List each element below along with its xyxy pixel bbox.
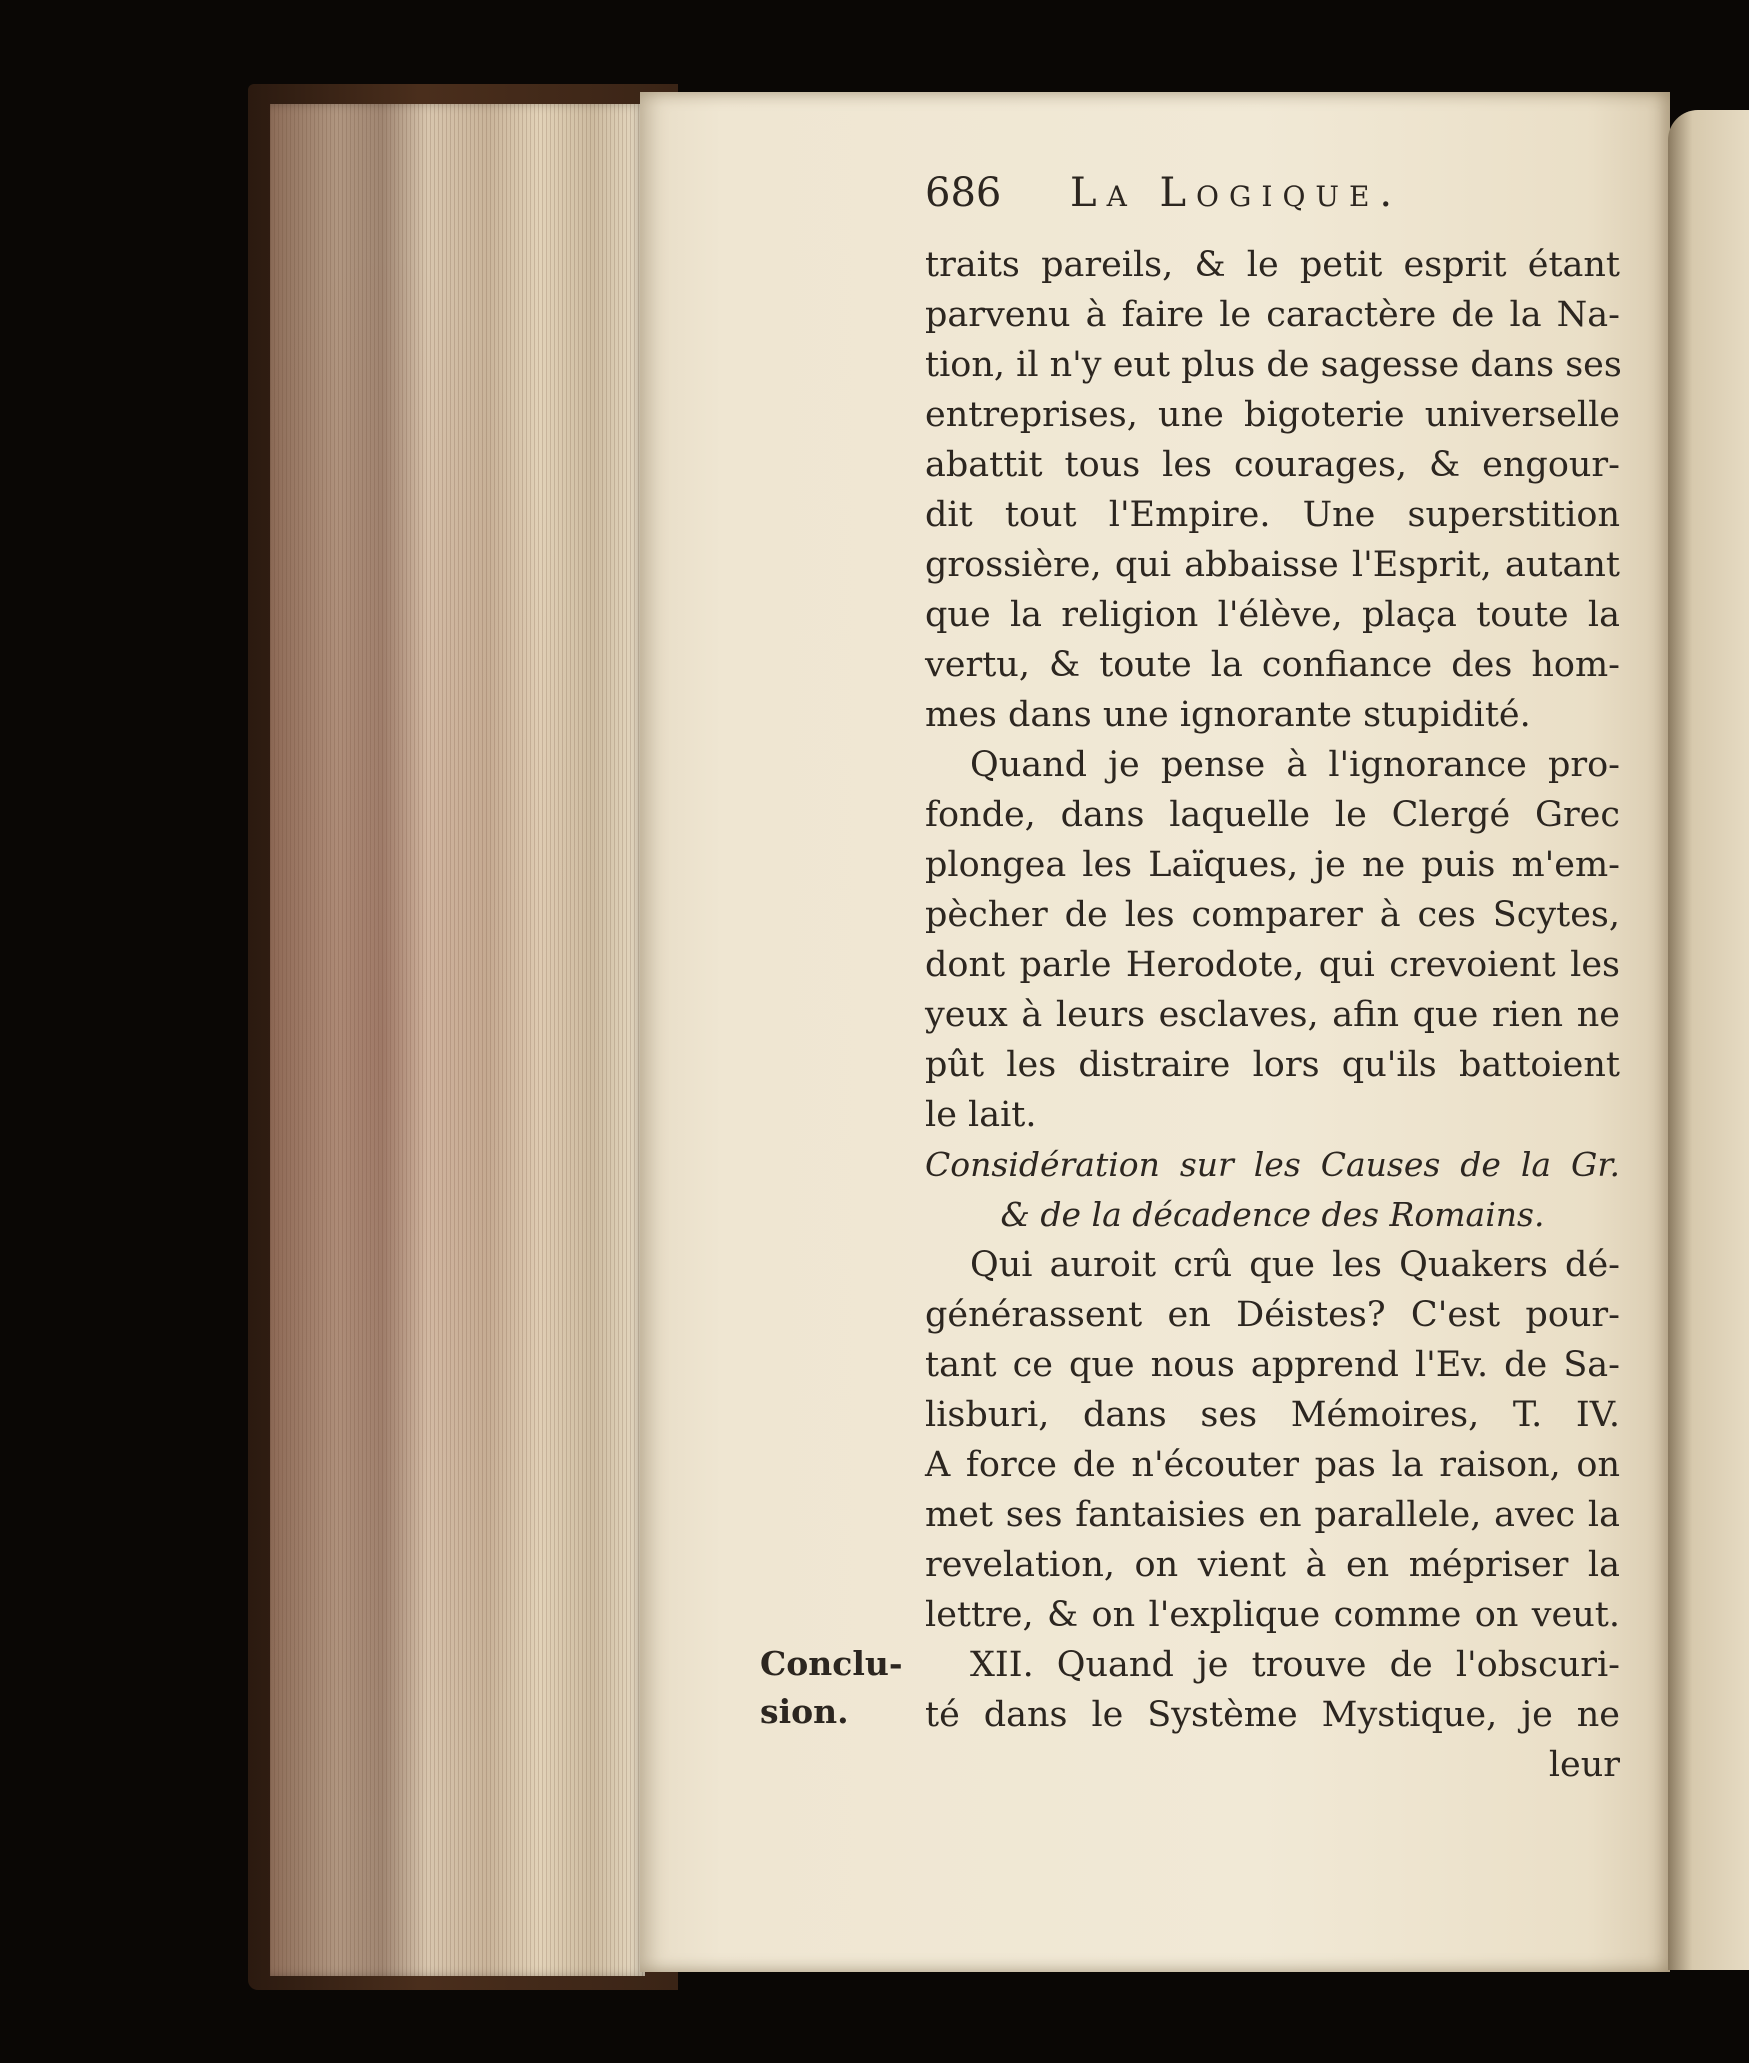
section-line: XII. Quand je trouve de l'obscuri-	[970, 1645, 1620, 1685]
page-edges	[270, 104, 645, 1976]
text-line: le lait.	[925, 1095, 1037, 1135]
catchword: leur	[1548, 1745, 1620, 1785]
text-line: Qui auroit crû que les Quakers dé-	[970, 1245, 1620, 1285]
text-line: abattit tous les courages, & engour-	[925, 445, 1620, 485]
text-line: revelation, on vient à en mépriser la	[925, 1545, 1620, 1585]
text-line: tion, il n'y eut plus de sagesse dans ses	[925, 345, 1622, 385]
text-line: parvenu à faire le caractère de la Na-	[925, 295, 1620, 335]
text-line: fonde, dans laquelle le Clergé Grec	[925, 795, 1620, 835]
text-line: dit tout l'Empire. Une superstition	[925, 495, 1620, 535]
running-title: La Logique.	[1070, 170, 1403, 216]
page-text-block	[925, 170, 1620, 1790]
citation-line: & de la décadence des Romains.	[1000, 1195, 1545, 1234]
text-line: pût les distraire lors qu'ils battoient	[925, 1045, 1620, 1085]
text-line: met ses fantaisies en parallele, avec la	[925, 1495, 1620, 1535]
text-line: lettre, & on l'explique comme on veut.	[925, 1595, 1620, 1635]
text-line: mes dans une ignorante stupidité.	[925, 695, 1531, 735]
text-line: dont parle Herodote, qui crevoient les	[925, 945, 1620, 985]
page-number: 686	[925, 170, 1002, 216]
text-line: Quand je pense à l'ignorance pro-	[970, 745, 1620, 785]
text-line: pècher de les comparer à ces Scytes,	[925, 895, 1620, 935]
margin-note	[760, 1640, 903, 1736]
margin-note-line: Conclu-	[760, 1644, 903, 1683]
citation-line: Considération sur les Causes de la Gr.	[925, 1145, 1620, 1184]
text-line: générassent en Déistes? C'est pour-	[925, 1295, 1620, 1335]
text-line: vertu, & toute la confiance des hom-	[925, 645, 1620, 685]
margin-note-line: sion.	[760, 1692, 849, 1731]
text-line: entreprises, une bigoterie universelle	[925, 395, 1620, 435]
text-line: grossière, qui abbaisse l'Esprit, autant	[925, 545, 1620, 585]
text-line: té dans le Système Mystique, je ne	[925, 1695, 1620, 1735]
text-line: lisburi, dans ses Mémoires, T. IV.	[925, 1395, 1620, 1435]
text-line: yeux à leurs esclaves, afin que rien ne	[925, 995, 1620, 1035]
next-page-edge	[1668, 110, 1749, 1970]
text-line: plongea les Laïques, je ne puis m'em-	[925, 845, 1620, 885]
text-line: tant ce que nous apprend l'Ev. de Sa-	[925, 1345, 1620, 1385]
running-head	[925, 170, 1620, 240]
text-line: que la religion l'élève, plaça toute la	[925, 595, 1620, 635]
text-line: traits pareils, & le petit esprit étant	[925, 245, 1620, 285]
text-line: A force de n'écouter pas la raison, on	[925, 1445, 1620, 1485]
